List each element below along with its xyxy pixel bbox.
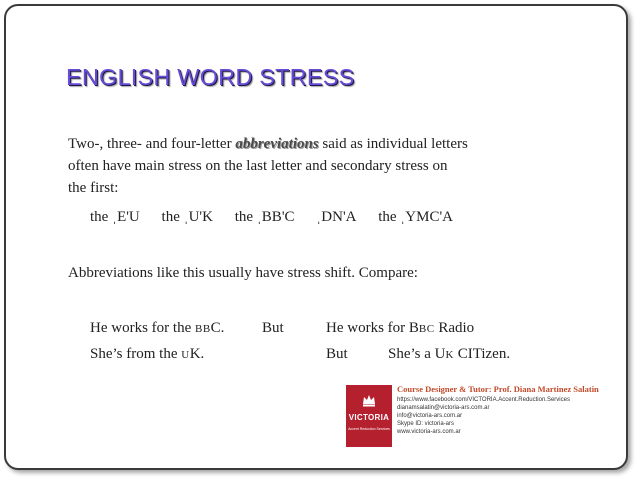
logo-brand: VICTORIA — [348, 413, 390, 422]
row2-left-prefix: She’s from the — [90, 346, 182, 362]
logo-subtitle: Accent Reduction Services — [348, 427, 390, 431]
facebook-link[interactable]: https://www.facebook.com/VICTORIA.Accent.Reduction.Services — [397, 397, 570, 403]
row1-right-suffix: Radio — [434, 320, 475, 336]
row1-left-suffix: C. — [210, 320, 225, 336]
row2-right-smallcaps: K — [445, 349, 454, 361]
row1-left-smallcaps: BB — [194, 323, 211, 335]
abbreviation-examples — [90, 209, 471, 226]
compare-row1-right — [326, 320, 474, 337]
crown-icon — [362, 393, 376, 407]
example-item: the ˌYMC'A — [378, 209, 454, 225]
victoria-logo — [346, 385, 392, 447]
example-item: the ˌU'K — [161, 209, 213, 225]
example-item: ˌDN'A — [316, 209, 357, 225]
row2-left-suffix: K. — [189, 346, 205, 362]
compare-row2-right — [388, 346, 510, 363]
intro-text-after: said as individual letters — [318, 136, 468, 152]
skype-id: Skype ID: victoria-ars — [397, 421, 455, 427]
row1-left-prefix: He works for the — [90, 320, 195, 336]
intro-line-3: the first: — [68, 180, 119, 196]
example-item: the ˌBB'C — [234, 209, 295, 225]
compare-row1-but: But — [262, 320, 284, 336]
intro-paragraph — [68, 133, 468, 199]
compare-row2-left — [90, 346, 204, 363]
intro-text-before: Two-, three- and four-letter — [68, 136, 236, 152]
compare-row2-but: But — [326, 346, 348, 362]
email-personal[interactable]: dianamsalatin@victoria-ars.com.ar — [397, 405, 490, 411]
credits-heading: Course Designer & Tutor: Prof. Diana Martinez Salatin — [397, 384, 599, 394]
intro-line-2: often have main stress on the last letter and secondary stress on — [68, 158, 448, 174]
abbreviations-emphasis: abbreviations — [235, 136, 319, 152]
website-link[interactable]: www.victoria-ars.com.ar — [397, 429, 461, 435]
slide-title: ENGLISH WORD STRESS — [66, 64, 355, 90]
row1-right-smallcaps: BC — [418, 323, 435, 335]
stress-shift-paragraph: Abbreviations like this usually have stress shift. Compare: — [68, 265, 418, 281]
credits-block — [397, 384, 599, 436]
intro-line-1 — [68, 133, 468, 155]
row2-right-suffix: CITizen. — [453, 346, 511, 362]
example-item: the ˌE'U — [90, 209, 140, 225]
row2-right-prefix: She’s a U — [388, 346, 446, 362]
row1-right-prefix: He works for B — [326, 320, 419, 336]
email-info[interactable]: info@victoria-ars.com.ar — [397, 413, 463, 419]
compare-row1-left — [90, 320, 224, 337]
row2-left-smallcaps: U — [181, 349, 190, 361]
